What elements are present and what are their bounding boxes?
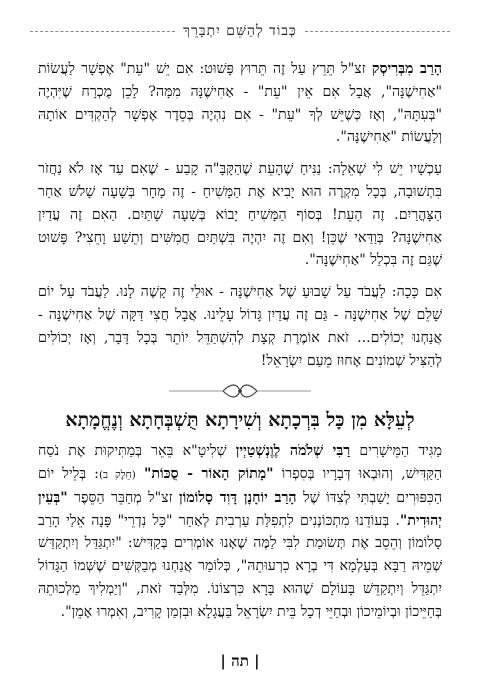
header-rule-left bbox=[30, 31, 175, 32]
paragraph-conclusion-text: אִם כָּכָה: לַעֲבֹד עַל שָׁבוּעַ שֶׁל אַחִישֶׁנָּה - אוּלַי זֶה קָשֶׁה לָנוּ. לַעֲבֹד עַל יוֹם שָׁלֵם שֶׁל אַחִישֶׁנָּה - גַּם זֶה עֲדַיִן גָּדוֹל עָלֵינוּ. אֲבָל חֲצִי דַּקָּה שֶׁל אַחִישֶׁנָּה - אֲנַחְנוּ יְכוֹלִים... זֹאת אוֹמֶרֶת קְצָת לְהִשְׁתַּדֵּל יוֹתֵר בְּכָל דָּבָר, וְאָז יְכוֹלִים לְהַצִּיל שְׁמוֹנִים אָחוּז מֵעַם יִשְׂרָאֵל! bbox=[38, 284, 442, 369]
book-title-beein: "בְּעֵין יְהוּדִית" bbox=[38, 489, 442, 529]
paragraph-question bbox=[38, 158, 442, 272]
page-number: | תה | bbox=[220, 652, 260, 670]
rabbi-levenstein-name: רַבִּי שְׁלֹמֹה לֶוֶנְשְׁטַיְין bbox=[235, 443, 351, 460]
rabbi-brisk-name: הָרַב מִבְּרִיסְק bbox=[371, 61, 442, 77]
section-heading: לְעֵלָּא מִן כָּל בִּרְכָתָא וְשִׁירָתָא תֻּשְׁבְּחָתָא וְנֶחֱמָתָא bbox=[65, 409, 415, 432]
running-header bbox=[22, 18, 458, 44]
paragraph-brisk bbox=[38, 58, 442, 149]
header-rule-right bbox=[305, 31, 450, 32]
book-title-matok: "מָתוֹק הָאוֹר - סֻכּוֹת" bbox=[143, 465, 274, 482]
paragraph-conclusion bbox=[38, 281, 442, 372]
kaddish-text-2: שְׁלִיטָ"א בֵּאֵר בְּמַתִּיקוּת אֶת נֹסַח הַקַּדִּישׁ, וְהוּבְאוּ דְּבָרָיו בְּסִפְרוֹ bbox=[38, 443, 443, 482]
main-text bbox=[38, 58, 442, 633]
kaddish-text-5: . בְּעוֹדֵנוּ מִתְכּוֹנְנִים לִתְפִלַּת עַרְבִית לְאַחַר "כָּל נִדְרֵי" פָּנָה אֵלַי הָרַב סָלוֹמוֹן וְהֵסֵב אֶת תְּשׂוּמַת לִבִּי לַמֶּה שֶׁאָנוּ אוֹמְרִים בְּקַדִּישׁ: "יִתְגַּדַּל וְיִתְקַדַּשׁ שְׁמֵיהּ רַבָּא בְּעָלְמָא דִּי בְרָא כִרְעוּתֵהּ", כְּלוֹמַר אֲנַחְנוּ מְבַקְּשִׁים שֶׁשְּׁמוֹ הַגָּדוֹל יִתְגַּדֵּל וְיִתְקַדֵּשׁ בָּעוֹלָם שֶׁהוּא בָּרָא כִּרְצוֹנוֹ. מִלְּבַד זֹאת, "וְיַמְלִיךְ מַלְכוּתֵהּ בְּחַיֵּיכוֹן וּבְיוֹמֵיכוֹן וּבְחַיֵּי דְכָל בֵּית יִשְׂרָאֵל בַּעֲגָלָא וּבִזְמַן קָרִיב, וְאִמְרוּ אָמֵן". bbox=[38, 512, 442, 620]
paragraph-kaddish bbox=[38, 440, 442, 623]
paragraph-brisk-text: זצ"ל תֵּרֵץ עַל זֶה תֵּרוּץ פָּשׁוּט: אִם יֵשׁ "עֵת" אֶפְשָׁר לַעֲשׂוֹת "אַחִישֶׁנָּה", אֲבָל אִם אֵין "עֵת" - אַחִישֶׁנָּה מִמָּה? לָכֵן מֻכְרָח שֶׁיִּהְיֶה "בְּעִתָּהּ", וְאָז כְּשֶׁיֵּשׁ לְךָ "עֵת" - אִם נִהְיֶה בְּסֵדֶר אֶפְשָׁר לְהַקְדִּים אוֹתָהּ וְלַעֲשׂוֹת "אַחִישֶׁנָּה". bbox=[38, 61, 442, 146]
ornament-icon bbox=[165, 381, 315, 401]
volume-note: (חֵלֶק ב) bbox=[98, 468, 136, 481]
ornament-divider bbox=[165, 381, 315, 401]
kaddish-text-3: : בְּלֵיל יוֹם הַכִּפּוּרִים יָשַׁבְתִּי לְצִדּוֹ שֶׁל bbox=[38, 465, 442, 506]
header-title: כְּבוֹד לְהַשֵּׁם יִתְבָּרֵךְ bbox=[183, 22, 297, 39]
kaddish-text-4: זצ"ל מְחַבֵּר הַסֵּפֶר bbox=[74, 489, 173, 506]
kaddish-text-1: מַגִּיד הַמֵּישָׁרִים bbox=[359, 443, 442, 460]
paragraph-question-text: עַכְשָׁיו יֵשׁ לִי שְׁאֵלָה: נַנִּיחַ שֶׁהָעֵת שֶׁהַקָּבָּ"ה קָבַע - שֶׁאִם עַד אָז לֹא נַחֲזֹר בִּתְשׁוּבָה, בְּכָל מִקְרֶה הוּא יָבִיא אֶת הַמָּשִׁיחַ - זֶה מָחָר בְּשָׁעָה שָׁלֹשׁ אַחַר הַצָּהֳרַיִם. זֶה הָעֵת! בְּסוֹף הַמָּשִׁיחַ יָבוֹא בְּשָׁעָה שָׁתַּיִם. הַאִם זֶה עֲדַיִן אַחִישֶׁנָּה? בְּוַדַּאי שֶׁכֵּן! וְאִם זֶה יִהְיֶה בִּשְׁתַּיִם חֲמִשִּׁים וְתֵשַׁע וָחֵצִי? פָּשׁוּט שֶׁגַּם זֶה בִּכְלַל "אַחִישֶׁנָּה". bbox=[38, 161, 442, 269]
rabbi-salomon-name: הָרַב יוֹחָנָן דָּוִד סָלוֹמוֹן bbox=[178, 489, 297, 506]
